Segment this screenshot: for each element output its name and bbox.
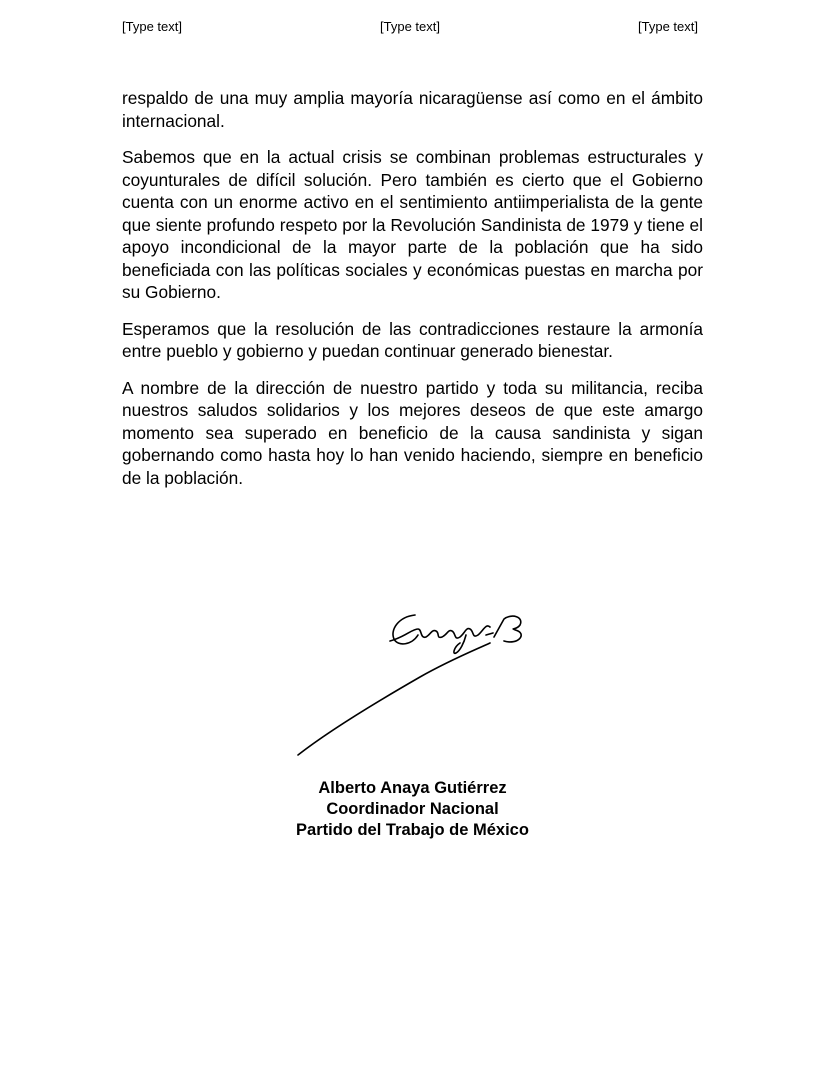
signer-organization: Partido del Trabajo de México bbox=[296, 821, 529, 839]
letter-body bbox=[122, 87, 703, 503]
handwritten-signature-icon bbox=[290, 605, 540, 765]
page-header bbox=[0, 19, 825, 39]
signer-block bbox=[230, 778, 595, 841]
paragraph-2: Sabemos que en la actual crisis se combinan problemas estructurales y coyunturales de difícil solución. Pero también es cierto que el Gobierno cuenta con un enorme activo en el sentimiento antiimperialista de la gente que siente profundo respeto por la Revolución Sandinista de 1979 y tiene el apoyo incondicional de la mayor parte de la población que ha sido beneficiada con las políticas sociales y económicas puestas en marcha por su Gobierno. bbox=[122, 147, 703, 302]
paragraph-3: Esperamos que la resolución de las contradicciones restaure la armonía entre pueblo y gobierno y puedan continuar generado bienestar. bbox=[122, 318, 703, 361]
signer-title: Coordinador Nacional bbox=[326, 800, 499, 818]
header-center-text: [Type text] bbox=[380, 19, 440, 34]
paragraph-1: respaldo de una muy amplia mayoría nicaragüense así como en el ámbito internacional. bbox=[122, 88, 703, 131]
signer-name: Alberto Anaya Gutiérrez bbox=[318, 779, 507, 797]
paragraph-4: A nombre de la dirección de nuestro partido y toda su militancia, reciba nuestros saludos solidarios y los mejores deseos de que este amargo momento sea superado en beneficio de la causa sandinista y sigan gobernando como hasta hoy lo han venido haciendo, siempre en beneficio de la población. bbox=[122, 377, 703, 488]
header-left-text: [Type text] bbox=[122, 19, 182, 34]
header-right-text: [Type text] bbox=[638, 19, 698, 34]
